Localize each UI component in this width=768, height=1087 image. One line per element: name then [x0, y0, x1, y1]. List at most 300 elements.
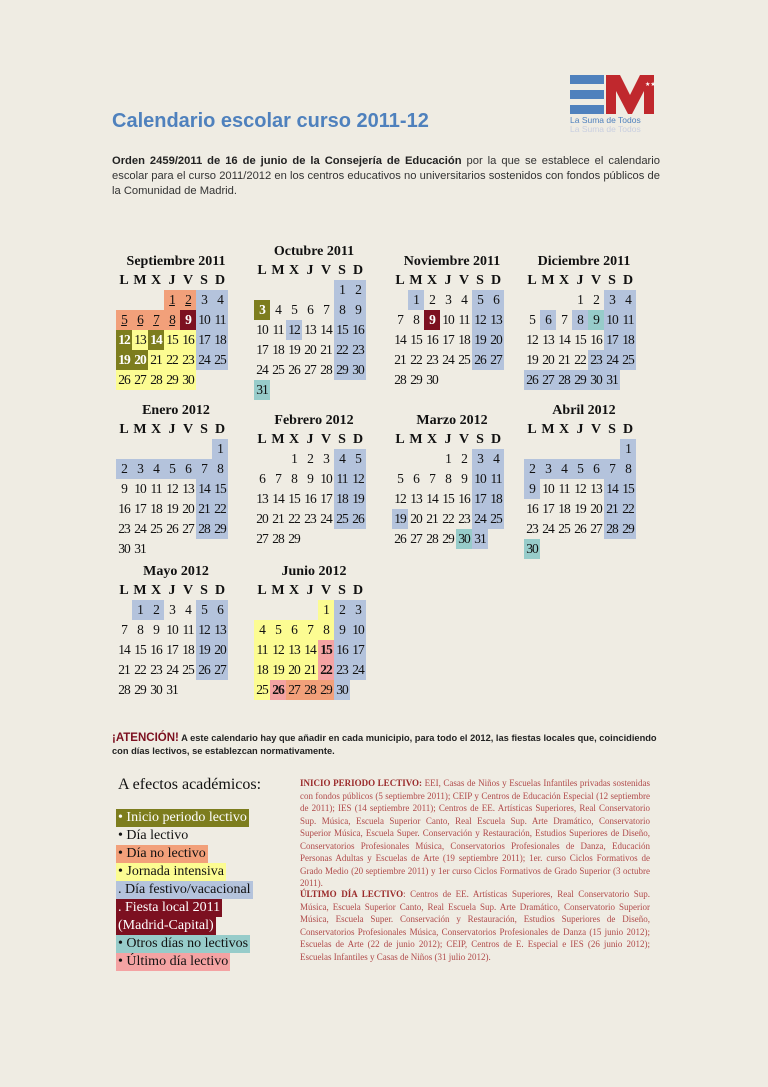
day-cell: 10: [166, 622, 178, 637]
weekday-header: V: [182, 273, 194, 288]
day-cell: 4: [461, 292, 467, 307]
day-cell: 10: [256, 322, 268, 337]
day-cell: 30: [456, 529, 472, 549]
month-title: Febrero 2012: [274, 413, 354, 428]
day-cell: 29: [620, 519, 636, 539]
day-cell: 8: [137, 622, 143, 637]
day-cell: 5: [472, 290, 488, 310]
day-cell: 23: [350, 340, 366, 360]
day-cell: 25: [254, 680, 270, 700]
day-cell: 27: [540, 370, 556, 390]
day-cell: 2: [334, 600, 350, 620]
day-cell: [254, 600, 270, 620]
day-cell: 15: [620, 479, 636, 499]
day-cell: 25: [182, 662, 194, 677]
day-cell: 28: [118, 682, 130, 697]
day-cell: 17: [472, 489, 488, 509]
day-cell: 23: [150, 662, 162, 677]
day-cell: [524, 439, 540, 459]
day-cell: 30: [180, 370, 196, 390]
weekday-header: M: [271, 583, 285, 598]
day-cell: 13: [304, 322, 316, 337]
week-row: [524, 539, 644, 559]
day-cell: 1: [620, 439, 636, 459]
day-cell: [286, 380, 302, 400]
day-cell: 24: [196, 350, 212, 370]
day-cell: 22: [318, 660, 334, 680]
day-cell: 16: [150, 642, 162, 657]
day-cell: 13: [542, 332, 554, 347]
weekday-header: V: [320, 432, 332, 447]
day-cell: 23: [458, 511, 470, 526]
weekday-header: D: [622, 273, 634, 288]
week-row: [116, 620, 236, 640]
month-title: Octubre 2011: [273, 244, 355, 259]
weekday-header: M: [541, 273, 555, 288]
day-cell: 12: [526, 332, 538, 347]
day-cell: 6: [307, 302, 313, 317]
day-cell: 14: [302, 640, 318, 660]
week-row: [524, 350, 644, 370]
weekday-header: L: [395, 432, 405, 447]
day-cell: 18: [272, 342, 284, 357]
day-cell: 15: [288, 491, 300, 506]
day-cell: 28: [320, 362, 332, 377]
month-title: Junio 2012: [281, 564, 347, 579]
day-cell: 24: [542, 521, 554, 536]
week-row: [392, 350, 512, 370]
day-cell: 1: [334, 280, 350, 300]
intro-paragraph: [112, 154, 660, 199]
day-cell: 7: [429, 471, 435, 486]
day-cell: 11: [558, 481, 570, 496]
day-cell: 10: [472, 469, 488, 489]
week-row: [524, 499, 644, 519]
weekday-header: X: [558, 422, 570, 437]
day-cell: 15: [574, 332, 586, 347]
day-cell: 26: [116, 370, 132, 390]
day-cell: 6: [488, 290, 504, 310]
day-cell: [270, 600, 286, 620]
day-cell: 3: [254, 300, 270, 320]
day-cell: [540, 439, 556, 459]
weekday-header: L: [257, 263, 267, 278]
day-cell: 5: [397, 471, 403, 486]
day-cell: 20: [304, 342, 316, 357]
weekday-header: J: [576, 273, 584, 288]
day-cell: [620, 539, 636, 559]
month-1: [116, 253, 236, 390]
day-cell: 11: [488, 469, 504, 489]
day-cell: 5: [529, 312, 535, 327]
weekday-header: L: [119, 273, 129, 288]
weekday-headers: [116, 581, 236, 600]
day-cell: 8: [334, 300, 350, 320]
day-cell: 13: [286, 640, 302, 660]
day-cell: 7: [604, 459, 620, 479]
day-cell: 5: [116, 310, 132, 330]
day-cell: 8: [291, 471, 297, 486]
day-cell: 21: [426, 511, 438, 526]
day-cell: 8: [212, 459, 228, 479]
day-cell: 17: [542, 501, 554, 516]
weekday-headers: [254, 261, 374, 280]
legend-item: • Otros días no lectivos: [118, 936, 249, 951]
day-cell: 23: [180, 350, 196, 370]
day-cell: 11: [182, 622, 194, 637]
week-row: [392, 370, 512, 390]
day-cell: 17: [604, 330, 620, 350]
logo-tagline: La Suma de Todos: [570, 115, 641, 125]
weekday-header: D: [490, 273, 502, 288]
day-cell: 18: [334, 489, 350, 509]
day-cell: 27: [212, 660, 228, 680]
day-cell: 6: [212, 600, 228, 620]
day-cell: 28: [196, 519, 212, 539]
day-cell: 23: [118, 521, 130, 536]
day-cell: 9: [121, 481, 127, 496]
day-cell: 10: [134, 481, 146, 496]
day-cell: [318, 280, 334, 300]
weekday-header: S: [200, 583, 208, 598]
day-cell: 14: [394, 332, 406, 347]
day-cell: 18: [488, 489, 504, 509]
legend-item: • Día lectivo: [118, 828, 189, 843]
month-4: [524, 253, 644, 390]
day-cell: 8: [413, 312, 419, 327]
week-row: [116, 350, 236, 370]
month-title: Mayo 2012: [143, 564, 209, 579]
day-cell: [116, 439, 132, 459]
month-3: [392, 253, 512, 390]
day-cell: 14: [272, 491, 284, 506]
day-cell: 20: [488, 330, 504, 350]
day-cell: 6: [180, 459, 196, 479]
weekday-header: X: [288, 432, 300, 447]
day-cell: 13: [132, 330, 148, 350]
day-cell: 14: [118, 642, 130, 657]
day-cell: 25: [558, 521, 570, 536]
week-row: [392, 310, 512, 330]
week-row: [254, 640, 374, 660]
day-cell: 29: [318, 680, 334, 700]
page-title: Calendario escolar curso 2011-12: [112, 110, 429, 132]
week-row: [254, 340, 374, 360]
week-row: [116, 310, 236, 330]
day-cell: [132, 290, 148, 310]
month-2: [254, 243, 374, 400]
weekday-header: V: [320, 263, 332, 278]
day-cell: 12: [166, 481, 178, 496]
day-cell: 4: [212, 290, 228, 310]
weekday-headers: [254, 430, 374, 449]
month-5: [116, 402, 236, 559]
day-cell: 30: [524, 539, 540, 559]
day-cell: 20: [542, 352, 554, 367]
day-cell: 22: [288, 511, 300, 526]
day-cell: 3: [445, 292, 451, 307]
day-cell: 13: [410, 491, 422, 506]
day-cell: 18: [558, 501, 570, 516]
day-cell: 19: [270, 660, 286, 680]
day-cell: 3: [169, 602, 175, 617]
day-cell: 28: [148, 370, 164, 390]
day-cell: [556, 539, 572, 559]
day-cell: 28: [556, 370, 572, 390]
weekday-header: J: [168, 422, 176, 437]
day-cell: 19: [472, 330, 488, 350]
week-row: [254, 660, 374, 680]
logo-tagline-reflection: La Suma de Todos: [570, 124, 641, 134]
day-cell: 27: [590, 521, 602, 536]
weekday-header: D: [622, 422, 634, 437]
day-cell: [572, 539, 588, 559]
day-cell: 22: [334, 340, 350, 360]
day-cell: 7: [196, 459, 212, 479]
day-cell: 16: [350, 320, 366, 340]
week-row: [392, 469, 512, 489]
week-row: [392, 529, 512, 549]
day-cell: 5: [164, 459, 180, 479]
day-cell: [588, 439, 604, 459]
day-cell: 8: [164, 310, 180, 330]
day-cell: 21: [148, 350, 164, 370]
day-cell: [572, 439, 588, 459]
day-cell: 2: [350, 280, 366, 300]
day-cell: 15: [334, 320, 350, 340]
day-cell: 22: [164, 350, 180, 370]
week-row: [392, 509, 512, 529]
day-cell: 19: [574, 501, 586, 516]
day-cell: 7: [561, 312, 567, 327]
weekday-header: M: [409, 273, 423, 288]
day-cell: 4: [148, 459, 164, 479]
day-cell: 19: [526, 352, 538, 367]
week-row: [254, 620, 374, 640]
day-cell: [588, 539, 604, 559]
day-cell: [196, 439, 212, 459]
day-cell: 13: [488, 310, 504, 330]
day-cell: 28: [604, 519, 620, 539]
week-row: [524, 479, 644, 499]
legend-item: . Fiesta local 2011: [118, 900, 221, 915]
day-cell: 5: [572, 459, 588, 479]
day-cell: [408, 449, 424, 469]
month-title: Marzo 2012: [416, 413, 488, 428]
day-cell: 1: [318, 600, 334, 620]
month-title: Enero 2012: [142, 403, 210, 418]
weekday-header: D: [490, 432, 502, 447]
week-row: [116, 370, 236, 390]
day-cell: 16: [526, 501, 538, 516]
day-cell: 24: [472, 509, 488, 529]
day-cell: [524, 290, 540, 310]
day-cell: [472, 370, 488, 390]
day-cell: 10: [350, 620, 366, 640]
day-cell: 20: [590, 501, 602, 516]
day-cell: 18: [254, 660, 270, 680]
day-cell: 13: [212, 620, 228, 640]
day-cell: 26: [574, 521, 586, 536]
weekday-header: D: [214, 583, 226, 598]
day-cell: [148, 439, 164, 459]
day-cell: [164, 539, 180, 559]
day-cell: 29: [442, 531, 454, 546]
day-cell: 4: [334, 449, 350, 469]
day-cell: [350, 680, 366, 700]
day-cell: [350, 529, 366, 549]
day-cell: 21: [320, 342, 332, 357]
day-cell: 11: [212, 310, 228, 330]
day-cell: 10: [320, 471, 332, 486]
day-cell: 6: [588, 459, 604, 479]
day-cell: 23: [426, 352, 438, 367]
day-cell: 26: [472, 350, 488, 370]
day-cell: 19: [116, 350, 132, 370]
weekday-header: J: [306, 263, 314, 278]
weekday-header: D: [352, 263, 364, 278]
day-cell: 2: [524, 459, 540, 479]
day-cell: 3: [132, 459, 148, 479]
day-cell: 27: [286, 680, 302, 700]
day-cell: 1: [445, 451, 451, 466]
weekday-header: J: [168, 273, 176, 288]
day-cell: [302, 280, 318, 300]
day-cell: [254, 449, 270, 469]
day-cell: [604, 539, 620, 559]
week-row: [254, 280, 374, 300]
week-row: [392, 330, 512, 350]
day-cell: 27: [304, 362, 316, 377]
day-cell: 13: [182, 481, 194, 496]
week-row: [254, 360, 374, 380]
day-cell: 25: [488, 509, 504, 529]
day-cell: [116, 600, 132, 620]
weekday-headers: [392, 430, 512, 449]
day-cell: 12: [574, 481, 586, 496]
weekday-header: V: [320, 583, 332, 598]
weekday-header: X: [150, 273, 162, 288]
day-cell: 6: [259, 471, 265, 486]
day-cell: 8: [445, 471, 451, 486]
day-cell: [286, 280, 302, 300]
day-cell: 26: [270, 680, 286, 700]
day-cell: 25: [334, 509, 350, 529]
weekday-header: S: [200, 422, 208, 437]
day-cell: [488, 529, 504, 549]
day-cell: 24: [350, 660, 366, 680]
day-cell: 9: [334, 620, 350, 640]
day-cell: 16: [334, 640, 350, 660]
day-cell: [334, 380, 350, 400]
day-cell: 24: [134, 521, 146, 536]
day-cell: 25: [272, 362, 284, 377]
day-cell: 15: [318, 640, 334, 660]
weekday-header: V: [458, 273, 470, 288]
weekday-header: D: [352, 583, 364, 598]
day-cell: 8: [620, 459, 636, 479]
day-cell: 12: [270, 640, 286, 660]
day-cell: 29: [134, 682, 146, 697]
day-cell: 11: [272, 322, 284, 337]
day-cell: 7: [302, 620, 318, 640]
day-cell: 14: [148, 330, 164, 350]
week-row: [254, 600, 374, 620]
day-cell: 26: [196, 660, 212, 680]
weekday-header: M: [133, 583, 147, 598]
ultimo-label: ÚLTIMO DÍA LECTIVO: [300, 889, 404, 899]
day-cell: 10: [196, 310, 212, 330]
day-cell: [212, 370, 228, 390]
weekday-header: X: [288, 263, 300, 278]
day-cell: 11: [150, 481, 162, 496]
day-cell: 7: [121, 622, 127, 637]
day-cell: 28: [302, 680, 318, 700]
weekday-headers: [524, 420, 644, 439]
day-cell: 6: [540, 310, 556, 330]
week-row: [116, 640, 236, 660]
day-cell: 20: [182, 501, 194, 516]
day-cell: 6: [286, 620, 302, 640]
weekday-header: J: [168, 583, 176, 598]
day-cell: 1: [291, 451, 297, 466]
day-cell: 21: [604, 499, 620, 519]
day-cell: 20: [410, 511, 422, 526]
day-cell: 7: [323, 302, 329, 317]
day-cell: 27: [488, 350, 504, 370]
day-cell: 8: [318, 620, 334, 640]
weekday-header: J: [444, 432, 452, 447]
week-row: [524, 519, 644, 539]
day-cell: 4: [620, 290, 636, 310]
day-cell: 22: [134, 662, 146, 677]
day-cell: 9: [588, 310, 604, 330]
weekday-header: M: [409, 432, 423, 447]
day-cell: 22: [410, 352, 422, 367]
day-cell: 18: [150, 501, 162, 516]
day-cell: 3: [604, 290, 620, 310]
month-6: [254, 412, 374, 549]
week-row: [254, 320, 374, 340]
weekday-header: M: [133, 273, 147, 288]
weekday-header: J: [306, 583, 314, 598]
day-cell: 20: [286, 660, 302, 680]
day-cell: [286, 600, 302, 620]
day-cell: 14: [604, 479, 620, 499]
weekday-headers: [524, 271, 644, 290]
day-cell: 12: [472, 310, 488, 330]
day-cell: 10: [542, 481, 554, 496]
day-cell: 24: [442, 352, 454, 367]
day-cell: 3: [350, 600, 366, 620]
day-cell: 15: [410, 332, 422, 347]
week-row: [524, 459, 644, 479]
day-cell: 24: [320, 511, 332, 526]
day-cell: [302, 529, 318, 549]
weekday-header: V: [182, 422, 194, 437]
day-cell: 3: [540, 459, 556, 479]
day-cell: [556, 439, 572, 459]
day-cell: 22: [620, 499, 636, 519]
svg-text:★★: ★★: [645, 81, 656, 88]
day-cell: 29: [212, 519, 228, 539]
day-cell: [392, 449, 408, 469]
day-cell: 19: [196, 640, 212, 660]
day-cell: 20: [256, 511, 268, 526]
week-row: [116, 680, 236, 700]
day-cell: 11: [254, 640, 270, 660]
week-row: [254, 449, 374, 469]
